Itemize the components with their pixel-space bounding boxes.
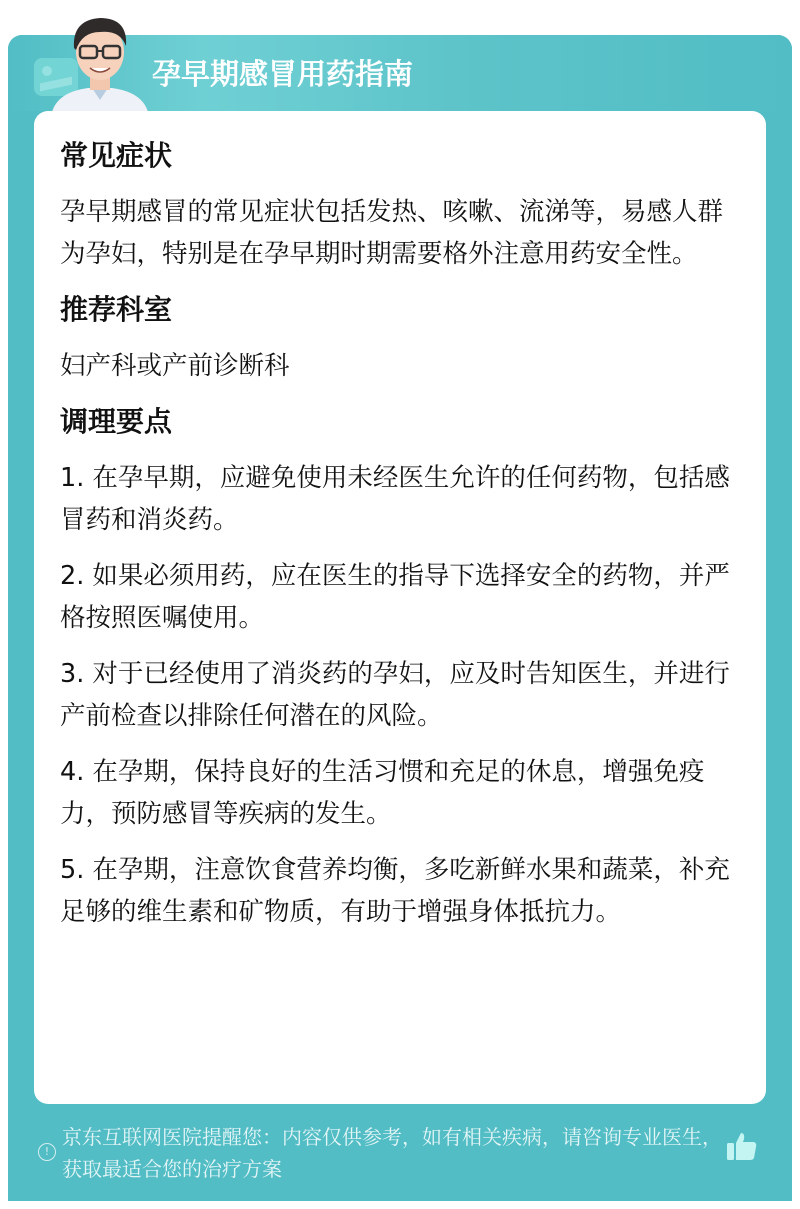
care-tip: 3. 对于已经使用了消炎药的孕妇，应及时告知医生，并进行产前检查以排除任何潜在的风险。 <box>60 659 730 731</box>
footer-disclaimer: 京东互联网医院提醒您：内容仅供参考，如有相关疾病，请咨询专业医生，获取最适合您的治疗方案 <box>62 1125 722 1181</box>
thumbs-up-icon[interactable] <box>726 1130 758 1162</box>
section-department <box>60 289 740 387</box>
section-symptoms <box>60 135 740 275</box>
care-tip: 2. 如果必须用药，应在医生的指导下选择安全的药物，并严格按照医嘱使用。 <box>60 561 730 633</box>
care-tip: 4. 在孕期，保持良好的生活习惯和充足的休息，增强免疫力，预防感冒等疾病的发生。 <box>60 757 705 829</box>
page-title: 孕早期感冒用药指南 <box>152 57 414 91</box>
section-care-tips <box>60 401 740 933</box>
section-text: 妇产科或产前诊断科 <box>60 351 290 381</box>
section-text: 孕早期感冒的常见症状包括发热、咳嗽、流涕等，易感人群为孕妇，特别是在孕早期时期需要格外注意用药安全性。 <box>60 197 724 269</box>
care-tip: 5. 在孕期，注意饮食营养均衡，多吃新鲜水果和蔬菜，补充足够的维生素和矿物质，有助于增强身体抵抗力。 <box>60 855 730 927</box>
content-card <box>34 111 766 1104</box>
info-icon: ! <box>38 1143 56 1161</box>
section-heading: 调理要点 <box>60 405 173 438</box>
section-heading: 推荐科室 <box>60 293 173 326</box>
doctor-avatar-icon <box>48 8 152 112</box>
care-tip: 1. 在孕早期，应避免使用未经医生允许的任何药物，包括感冒药和消炎药。 <box>60 463 730 535</box>
section-heading: 常见症状 <box>60 139 173 172</box>
